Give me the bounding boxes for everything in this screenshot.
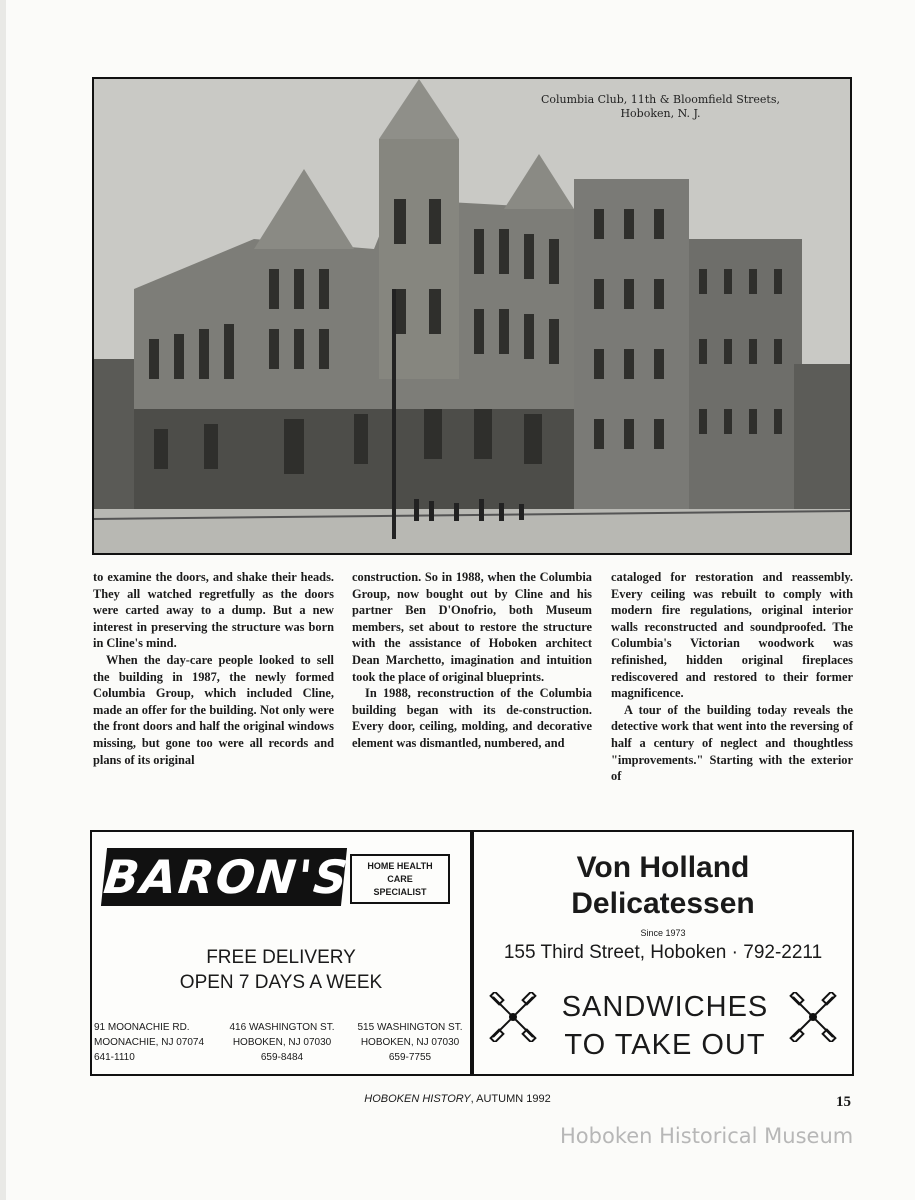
badge-line: CARE [387,873,413,884]
building-illustration [94,79,850,553]
street: 91 MOONACHIE RD. [94,1022,190,1033]
slogan [534,988,796,1064]
slogan-line-2: TO TAKE OUT [564,1029,766,1061]
phone: 641-1110 [94,1052,135,1063]
badge-line: HOME HEALTH [367,860,433,871]
page-footer [0,1093,915,1105]
location-416-washington [222,1020,342,1065]
location-515-washington [350,1020,470,1065]
delivery-banner [92,945,470,995]
caption-line-2: Hoboken, N. J. [620,107,701,120]
street: 416 WASHINGTON ST. [229,1022,335,1033]
page-edge [0,0,6,1200]
barons-advertisement [90,830,472,1076]
paragraph: construction. So in 1988, when the Columbia Group, now bought out by Cline and his partner Ben D'Onofrio, both Museum members, set about to restore the structure with the assistance of Hoboken architect Dean Marchetto, imagination and intuition took the place of original blueprints. [352,570,592,684]
article-column-1 [93,569,334,768]
museum-watermark: Hoboken Historical Museum [560,1124,854,1148]
caption-line-1: Columbia Club, 11th & Bloomfield Streets, [540,93,780,106]
phone: 659-7755 [388,1052,432,1063]
paragraph: A tour of the building today reveals the detective work that went into the reversing of half a century of neglect and thoughtless "improvements." Starting with the exterior of [611,702,853,784]
windmill-icon [488,992,538,1042]
badge-line: SPECIALIST [373,886,427,897]
free-delivery-text: FREE DELIVERY [206,947,356,968]
since-year: Since 1973 [640,928,686,938]
photo-caption [541,93,780,121]
deli-address: 155 Third Street, Hoboken · 792-2211 [503,942,823,963]
publication-name: HOBOKEN HISTORY [364,1093,471,1105]
open-days-text: OPEN 7 DAYS A WEEK [179,972,383,993]
issue-date: , AUTUMN 1992 [470,1093,551,1105]
barons-logo: BARON'S [101,850,352,904]
paragraph: to examine the doors, and shake their heads. They all watched regretfully as the doors were carted away to a dump. But a new interest in preserving the structure was born in Cline's mind. [93,570,334,651]
street: 515 WASHINGTON ST. [357,1022,463,1033]
windmill-icon [788,992,838,1042]
deli-name-line-1: Von Holland [576,851,750,884]
city: MOONACHIE, NJ 07074 [94,1037,205,1048]
location-moonachie [94,1020,214,1065]
article-column-2 [352,569,592,752]
deli-name [474,850,852,922]
slogan-line-1: SANDWICHES [561,991,769,1023]
city: HOBOKEN, NJ 07030 [360,1037,460,1048]
page-number: 15 [836,1094,851,1110]
home-health-badge [350,854,450,904]
paragraph: When the day-care people looked to sell the building in 1987, the newly formed Columbia Group, which included Cline, made an offer for the building. Not only were the front doors and half the original windows missing, but gone too were all records and plans of its original [93,652,334,767]
phone: 659-8484 [260,1052,304,1063]
paragraph: In 1988, reconstruction of the Columbia building began with its de-construction. Every door, ceiling, molding, and decorative element was dismantled, numbered, and [352,686,592,750]
von-holland-advertisement [472,830,854,1076]
paragraph: cataloged for restoration and reassembly. Every ceiling was rebuilt to comply with modern fire regulations, original interior walls reconstructed and soundproofed. The Columbia's Victorian woodwork was refinished, hidden original fireplaces rediscovered and restored to their former magnificence. [611,570,853,701]
columbia-club-photo [92,77,852,555]
deli-name-line-2: Delicatessen [571,887,755,920]
city: HOBOKEN, NJ 07030 [232,1037,332,1048]
article-column-3 [611,569,853,785]
